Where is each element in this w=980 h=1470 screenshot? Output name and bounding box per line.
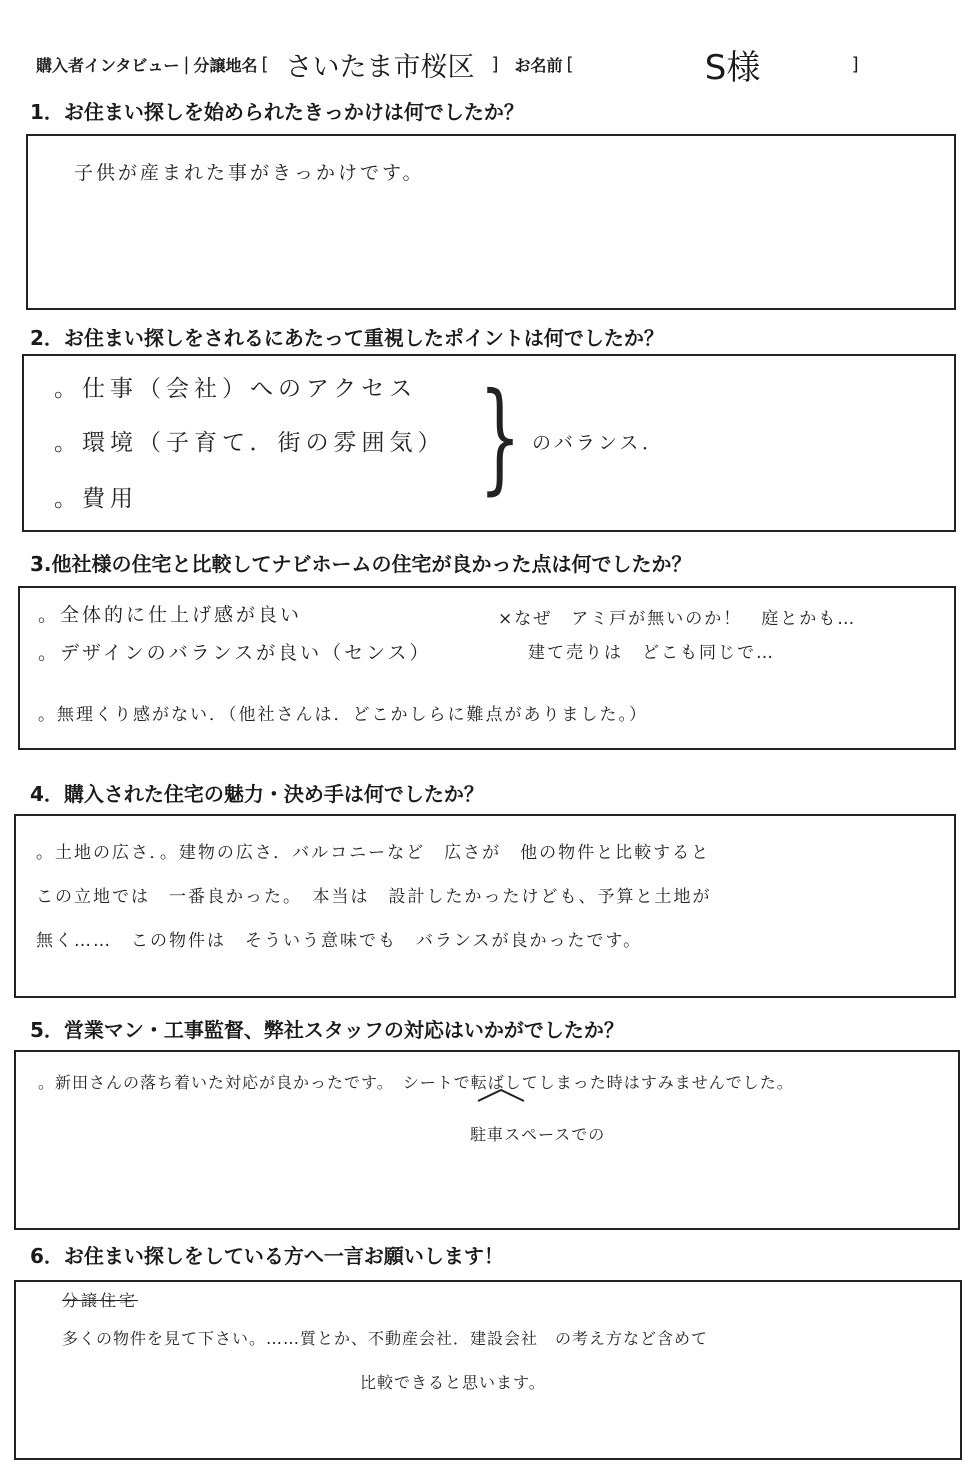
form-header <box>36 40 946 88</box>
name-bracket-close: ] <box>851 53 859 75</box>
question-2-title: 2．お住まい探しをされるにあたって重視したポイントは何でしたか？ <box>30 326 664 350</box>
insertion-caret-icon <box>476 1088 526 1102</box>
question-3-title: 3.他社様の住宅と比較してナビホームの住宅が良かった点は何でしたか？ <box>30 552 692 576</box>
brace-mark: } <box>479 368 521 507</box>
answer-3-line-3: 。無理くり感がない．（他社さんは．どこかしらに難点がありました。） <box>38 705 648 725</box>
answer-2-line-3: 。費用 <box>54 486 138 512</box>
name-value: S様 <box>704 47 761 88</box>
answer-3-side-note-2: 建て売りは どこも同じで… <box>528 643 775 663</box>
answer-6-line-1: 多くの物件を見て下さい。……質とか、不動産会社．建設会社 の考え方など含めて <box>62 1329 709 1348</box>
answer-box-2 <box>22 354 956 532</box>
answer-1-line-1: 子供が産まれた事がきっかけです。 <box>74 162 425 184</box>
question-4-title: 4．購入された住宅の魅力・決め手は何でしたか？ <box>30 782 484 806</box>
answer-3-line-2: 。デザインのバランスが良い（センス） <box>38 642 432 664</box>
answer-box-4 <box>14 814 956 998</box>
separator: | <box>183 53 190 75</box>
question-1-title: 1．お住まい探しを始められたきっかけは何でしたか？ <box>30 100 524 124</box>
answer-3-line-1: 。全体的に仕上げ感が良い <box>38 604 303 626</box>
answer-4-line-3: 無く…… この物件は そういう意味でも バランスが良かったです。 <box>36 931 643 951</box>
answer-6-line-2: 比較できると思います。 <box>360 1373 546 1392</box>
answer-4-line-2: この立地では 一番良かった。 本当は 設計したかったけども、予算と土地が <box>36 887 712 907</box>
answer-6-struck-text: 分譲住宅 <box>62 1291 139 1310</box>
answer-box-6 <box>14 1280 962 1460</box>
buyer-interview-label: 購入者インタビュー <box>36 55 180 75</box>
area-bracket-open: [ <box>261 53 269 75</box>
answer-box-1 <box>26 134 956 310</box>
name-label: お名前 <box>514 55 563 75</box>
answer-5-line-1: 。新田さんの落ち着いた対応が良かったです。 シートで転ばしてしまった時はすみませんでした。 <box>38 1073 794 1092</box>
answer-box-3 <box>18 586 956 750</box>
name-bracket-open: [ <box>566 53 574 75</box>
answer-4-line-1: 。土地の広さ．。建物の広さ．バルコニーなど 広さが 他の物件と比較すると <box>36 843 711 863</box>
question-6-title: 6．お住まい探しをしている方へ一言お願いします！ <box>30 1244 504 1268</box>
question-5-title: 5．営業マン・工事監督、弊社スタッフの対応はいかがでしたか？ <box>30 1018 624 1042</box>
area-bracket-close: ] <box>491 53 499 75</box>
area-value: さいたま市桜区 <box>285 51 475 83</box>
answer-2-brace-note: のバランス． <box>532 432 665 454</box>
answer-5-insert-note: 駐車スペースでの <box>470 1125 606 1144</box>
answer-2-line-1: 。仕事（会社）へのアクセス <box>54 376 418 402</box>
area-label: 分譲地名 <box>193 55 258 75</box>
answer-3-side-note-1: ×なぜ アミ戸が無いのか！ 庭とかも… <box>498 609 857 629</box>
answer-2-line-2: 。環境（子育て．街の雰囲気） <box>54 430 446 456</box>
answer-box-5 <box>14 1050 960 1230</box>
